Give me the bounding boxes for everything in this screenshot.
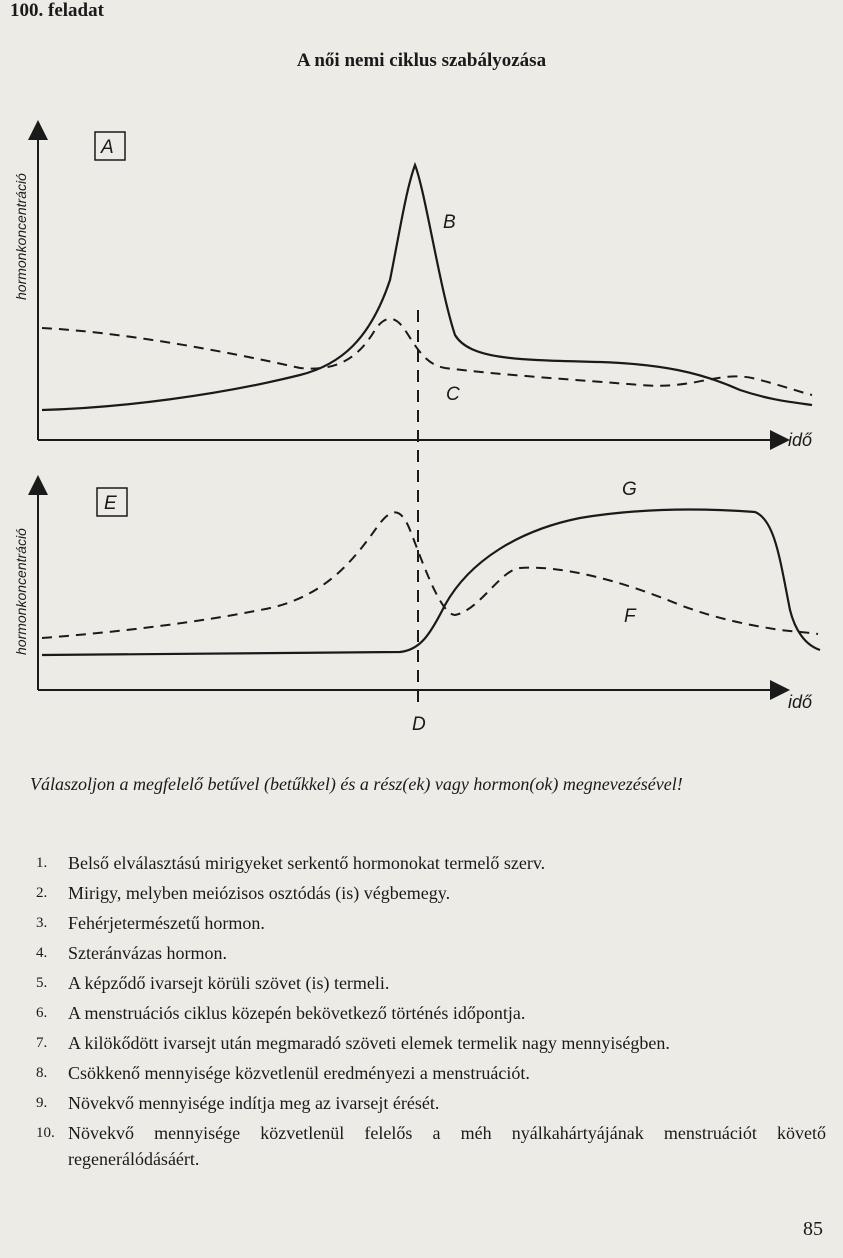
question-item: [36, 970, 826, 996]
question-text: A menstruációs ciklus közepén bekövetkező történés időpontja.: [68, 1003, 526, 1023]
top-x-axis-label: idő: [788, 430, 813, 450]
question-number: 9.: [36, 1095, 48, 1111]
question-item: [36, 1030, 826, 1056]
question-number: 2.: [36, 885, 48, 901]
question-text: Növekvő mennyisége közvetlenül felelős a méh nyálkahártyájának menstruációt követő regenerálódásáért.: [68, 1123, 826, 1169]
instruction: Válaszoljon a megfelelő betűvel (betűkkel) és a rész(ek) vagy hormon(ok) megnevezésével!: [30, 774, 683, 794]
top-y-axis-label: hormonkoncentráció: [13, 173, 29, 300]
question-item: [36, 910, 826, 936]
question-text: Mirigy, melyben meiózisos osztódás (is) végbemegy.: [68, 883, 451, 903]
question-text: Növekvő mennyisége indítja meg az ivarsejt érését.: [68, 1093, 440, 1113]
bottom-box-label: E: [104, 493, 117, 514]
curve-b-label: B: [443, 212, 456, 233]
question-number: 8.: [36, 1065, 48, 1081]
curve-c: [42, 319, 812, 395]
question-text: A kilökődött ivarsejt után megmaradó szöveti elemek termelik nagy mennyiségben.: [68, 1033, 670, 1053]
question-number: 5.: [36, 975, 48, 991]
question-item: [36, 940, 826, 966]
question-number: 10.: [36, 1125, 55, 1141]
hormone-cycle-diagram: [0, 110, 843, 740]
question-item: [36, 1120, 826, 1172]
question-number: 1.: [36, 855, 48, 871]
question-list: [36, 850, 826, 1176]
task-title: 100. feladat: [10, 0, 104, 21]
question-text: Belső elválasztású mirigyeket serkentő hormonokat termelő szerv.: [68, 853, 546, 873]
question-text: Csökkenő mennyisége közvetlenül eredményezi a menstruációt.: [68, 1063, 530, 1083]
question-number: 7.: [36, 1035, 48, 1051]
question-number: 6.: [36, 1005, 48, 1021]
question-item: [36, 1090, 826, 1116]
question-text: A képződő ivarsejt körüli szövet (is) termeli.: [68, 973, 390, 993]
question-text: Fehérjetermészetű hormon.: [68, 913, 265, 933]
curve-g: [42, 510, 820, 655]
divider-d-label: D: [412, 714, 426, 735]
curve-c-label: C: [446, 384, 460, 405]
top-graph: [13, 130, 813, 450]
curve-b: [42, 165, 812, 410]
bottom-graph: [13, 479, 820, 712]
bottom-y-axis-label: hormonkoncentráció: [13, 528, 29, 655]
question-item: [36, 850, 826, 876]
question-item: [36, 1000, 826, 1026]
top-box-label: A: [101, 137, 114, 158]
page-number: 85: [803, 1218, 823, 1240]
bottom-x-axis-label: idő: [788, 692, 813, 712]
question-number: 4.: [36, 945, 48, 961]
question-number: 3.: [36, 915, 48, 931]
question-text: Szteránvázas hormon.: [68, 943, 227, 963]
curve-f: [42, 512, 818, 638]
diagram-title: A női nemi ciklus szabályozása: [296, 50, 547, 71]
question-item: [36, 880, 826, 906]
question-item: [36, 1060, 826, 1086]
curve-f-label: F: [624, 606, 636, 627]
curve-g-label: G: [622, 479, 637, 500]
